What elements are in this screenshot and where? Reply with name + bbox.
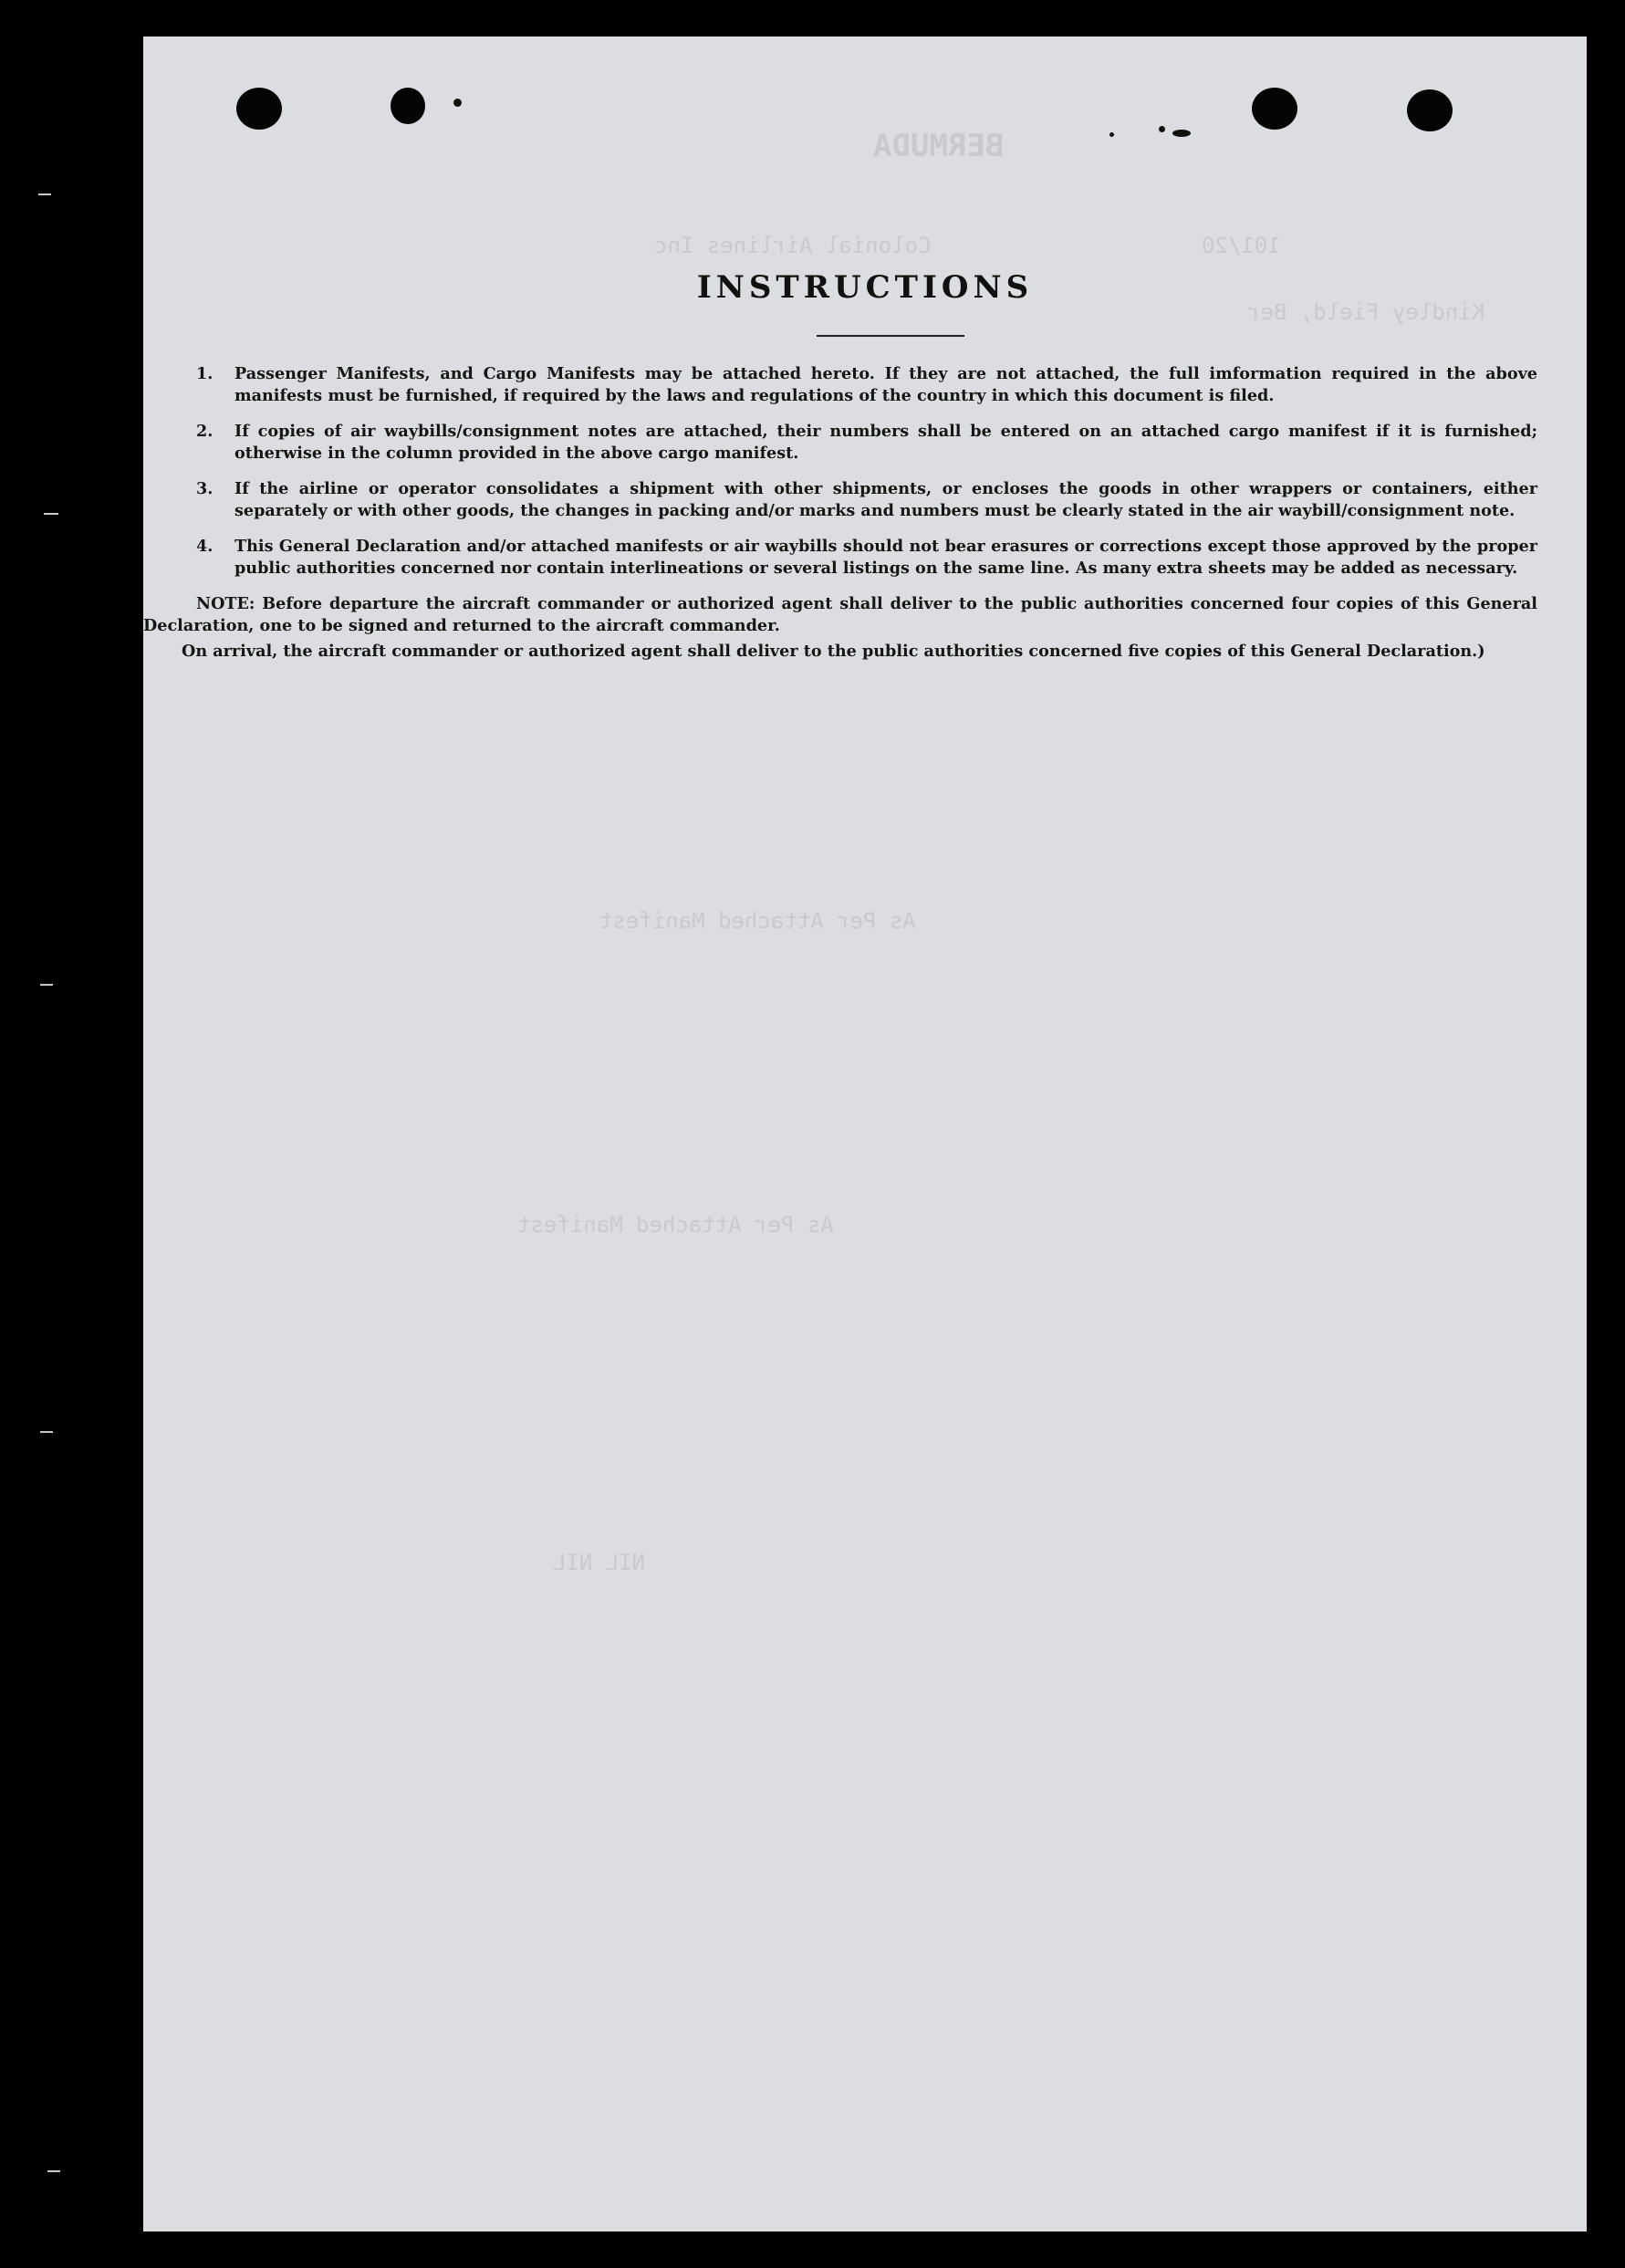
bleed-through-text: NIL NIL <box>552 1550 645 1575</box>
instruction-item <box>196 363 1537 407</box>
note-label: NOTE: <box>196 594 255 613</box>
note-paragraph <box>143 641 1537 663</box>
instruction-number: 1. <box>196 364 214 383</box>
instruction-text: If copies of air waybills/consignment notes are attached, their numbers shall be entered on an attached cargo manifest if it is furnished; otherwise in the column provided in the above cargo manifest. <box>234 422 1537 463</box>
note-text: On arrival, the aircraft commander or authorized agent shall deliver to the public authorities concerned five copies of this General Declaration.) <box>182 642 1485 661</box>
speck <box>1172 130 1191 137</box>
punch-hole <box>236 88 282 130</box>
scan-mark <box>47 2170 60 2172</box>
bleed-through-text: 101/20 <box>1202 233 1281 258</box>
document-page <box>143 37 1587 2231</box>
note-paragraph <box>143 593 1537 637</box>
instruction-text: This General Declaration and/or attached manifests or air waybills should not bear erasures or corrections except those approved by the proper public authorities concerned nor contain interlineations or several listings on the same line. As many extra sheets may be added as necessary. <box>234 537 1537 578</box>
instructions-list <box>143 363 1537 663</box>
scan-mark <box>40 1431 53 1433</box>
punch-hole <box>391 88 425 124</box>
note-block <box>143 593 1537 663</box>
page-title: INSTRUCTIONS <box>696 269 1034 306</box>
note-body <box>143 593 1537 663</box>
instruction-item <box>196 536 1537 580</box>
bleed-through-text: Colonial Airlines Inc <box>654 233 932 258</box>
punch-hole <box>1252 88 1297 130</box>
scan-mark <box>40 984 53 986</box>
instruction-item <box>196 421 1537 465</box>
punch-hole <box>1407 89 1453 131</box>
instruction-text: Passenger Manifests, and Cargo Manifests may be attached hereto. If they are not attached, the full imformation required in the above manifests must be furnished, if required by the laws and regulations of the country in which this document is filed. <box>234 364 1537 405</box>
bleed-through-text: As Per Attached Manifest <box>599 908 916 934</box>
instruction-item <box>196 478 1537 522</box>
instruction-text: If the airline or operator consolidates a shipment with other shipments, or encloses the goods in other wrappers or containers, either separately or with other goods, the changes in packing and/or marks and numbers must be clearly stated in the air waybill/consignment note. <box>234 479 1537 520</box>
speck <box>1159 126 1165 132</box>
instruction-number: 2. <box>196 422 214 441</box>
instruction-number: 4. <box>196 537 214 556</box>
bleed-through-text: Kindley Field, Ber <box>1247 299 1485 325</box>
scan-mark <box>44 513 58 515</box>
speck <box>1109 132 1114 137</box>
scan-mark <box>38 193 51 195</box>
speck <box>453 99 462 107</box>
note-text: Before departure the aircraft commander or authorized agent shall deliver to the public authorities concerned four copies of this General Declaration, one to be signed and returned to the aircraft commander. <box>143 594 1537 635</box>
bleed-through-text: BERMUDA <box>873 128 1005 164</box>
instruction-number: 3. <box>196 479 214 498</box>
title-underline <box>817 335 964 337</box>
bleed-through-text: As Per Attached Manifest <box>517 1212 834 1238</box>
